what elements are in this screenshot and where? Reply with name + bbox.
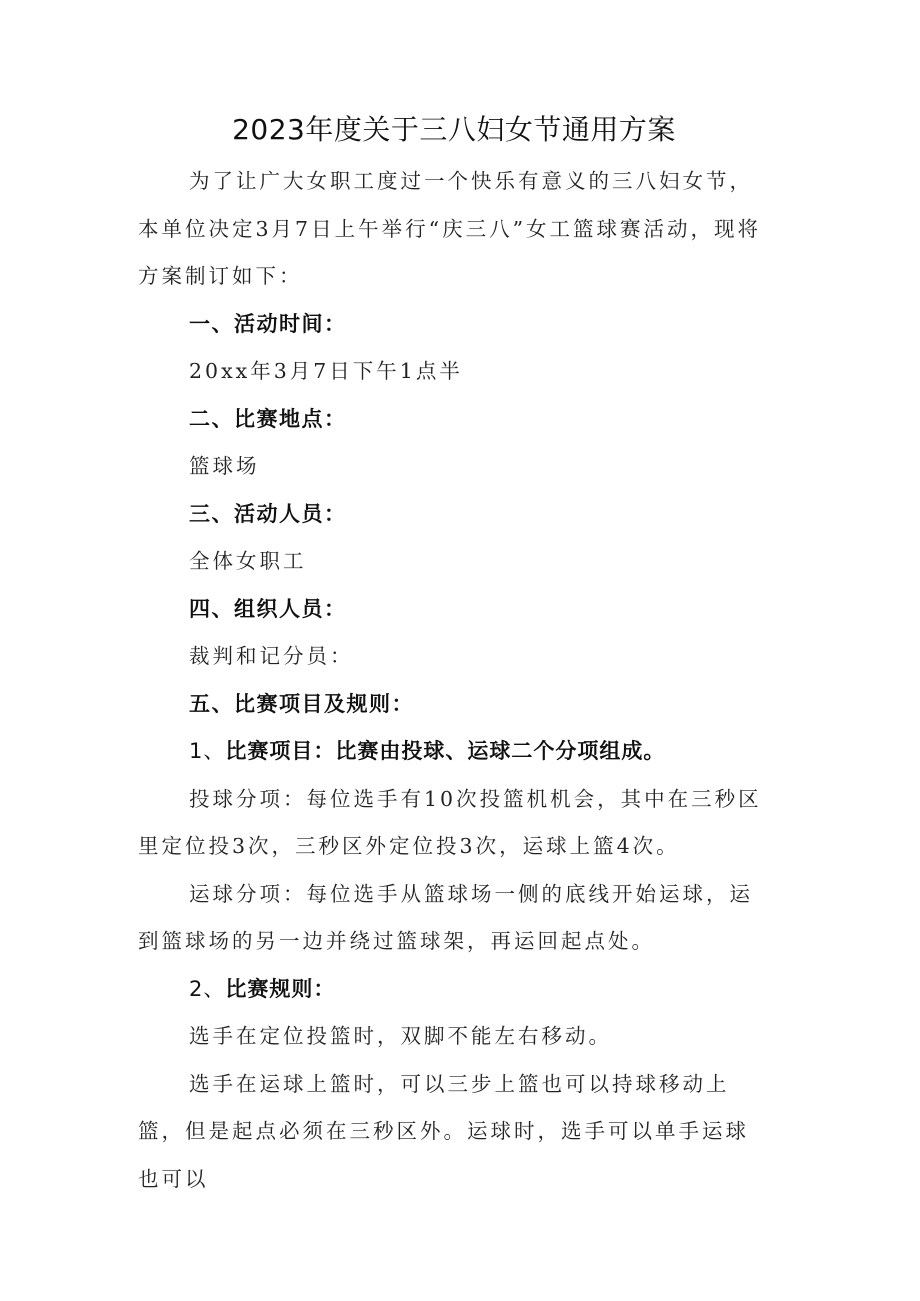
section-body-participants: 全体女职工 xyxy=(189,549,307,573)
section-heading-organizers: 四、组织人员： xyxy=(189,596,347,621)
section-heading-time: 一、活动时间： xyxy=(189,311,347,336)
section-heading-venue: 二、比赛地点： xyxy=(189,406,347,431)
subheading-rules-number: 2、 xyxy=(189,976,226,1001)
subheading-project-number: 1、 xyxy=(189,739,226,763)
section-body-venue: 篮球场 xyxy=(189,454,260,478)
dribbling-paragraph: 运球分项：每位选手从篮球场一侧的底线开始运球，运到篮球场的另一边并绕过篮球架，再运回起点处。 xyxy=(138,881,753,953)
section-body-time: 20xx年3月7日下午1点半 xyxy=(189,359,463,383)
subheading-rules-text: 比赛规则： xyxy=(225,976,336,1001)
rule-1-paragraph: 选手在定位投篮时，双脚不能左右移动。 xyxy=(189,1024,612,1048)
shooting-paragraph: 投球分项：每位选手有10次投篮机机会，其中在三秒区里定位投3次，三秒区外定位投3次，运球上篮4次。 xyxy=(138,786,762,858)
subheading-project xyxy=(138,728,770,776)
section-heading-participants: 三、活动人员： xyxy=(189,501,347,526)
document-title: 2023年度关于三八妇女节通用方案 xyxy=(232,113,676,146)
section-heading-rules: 五、比赛项目及规则： xyxy=(189,691,414,716)
section-body-organizers: 裁判和记分员： xyxy=(189,644,354,668)
document-content xyxy=(138,102,770,1203)
subheading-project-text: 比赛项目：比赛由投球、运球二个分项组成。 xyxy=(225,739,666,763)
intro-paragraph: 为了让广大女职工度过一个快乐有意义的三八妇女节，本单位决定3月7日上午举行“庆三八”女工篮球赛活动，现将方案制订如下： xyxy=(138,169,762,288)
rule-2-paragraph: 选手在运球上篮时，可以三步上篮也可以持球移动上篮，但是起点必须在三秒区外。运球时，选手可以单手运球也可以 xyxy=(138,1071,749,1191)
subheading-rules xyxy=(138,966,770,1014)
